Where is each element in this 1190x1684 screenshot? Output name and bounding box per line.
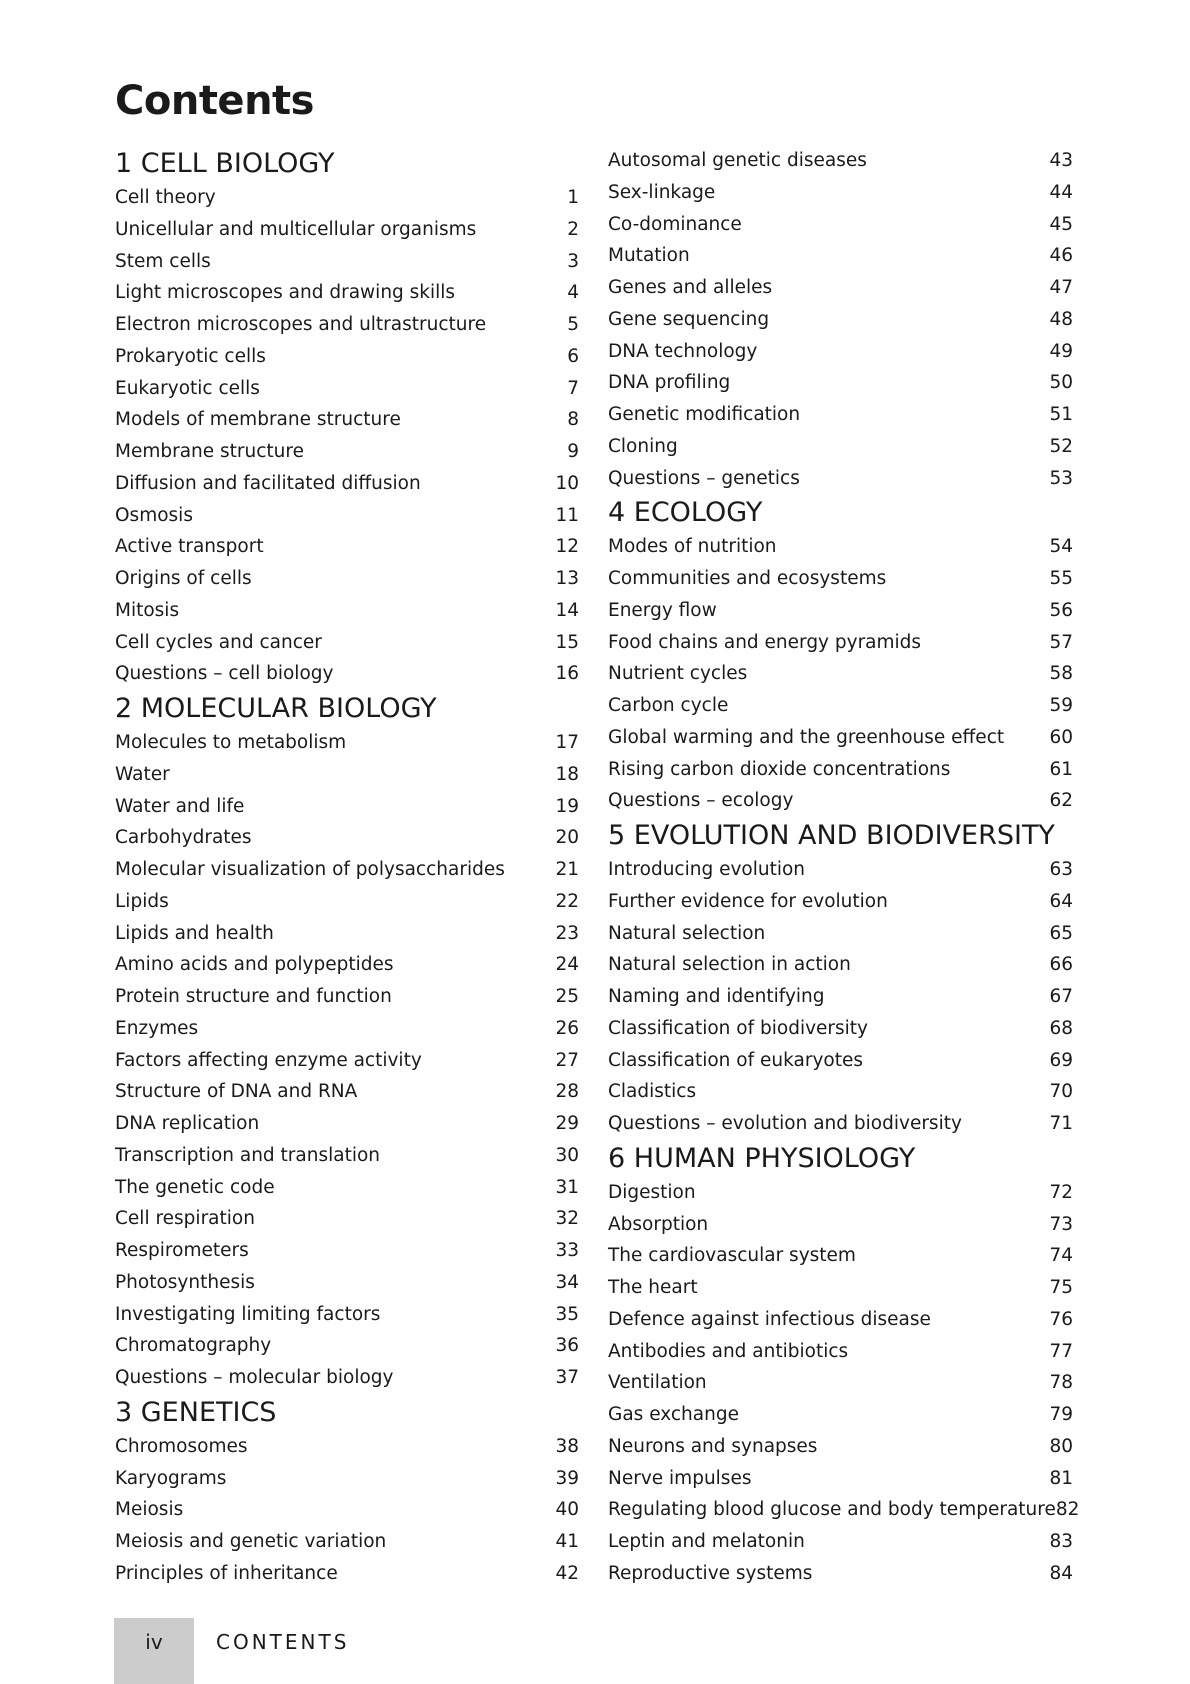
toc-entry-page: 83: [1049, 1531, 1073, 1552]
toc-entry[interactable]: [608, 399, 1073, 431]
toc-entry[interactable]: [608, 785, 1073, 817]
toc-entry-label: Chromosomes: [115, 1435, 248, 1457]
toc-entry[interactable]: [115, 791, 579, 823]
toc-entry-page: 3: [567, 250, 579, 272]
toc-entry-label: Classification of eukaryotes: [608, 1049, 863, 1071]
toc-entry-page: 66: [1049, 954, 1073, 976]
toc-entry-page: 84: [1049, 1562, 1073, 1584]
toc-entry-label: Stem cells: [115, 250, 211, 272]
toc-entry-label: Regulating blood glucose and body temperature: [608, 1499, 1056, 1521]
toc-entry[interactable]: [115, 1362, 579, 1394]
toc-entry-page: 7: [567, 377, 579, 399]
toc-entry[interactable]: [608, 722, 1073, 754]
toc-entry[interactable]: [608, 627, 1073, 659]
toc-entry-page: 1: [567, 187, 579, 208]
toc-entry[interactable]: [608, 336, 1073, 368]
toc-entry-page: 11: [555, 504, 579, 526]
toc-entry[interactable]: [608, 1304, 1073, 1336]
toc-entry-page: 32: [555, 1208, 579, 1230]
toc-entry[interactable]: [115, 1494, 579, 1526]
toc-entry[interactable]: [608, 240, 1073, 272]
toc-entry[interactable]: [608, 209, 1073, 241]
toc-entry-label: Mitosis: [115, 599, 180, 621]
toc-entry[interactable]: [115, 1108, 579, 1140]
toc-entry-label: Diffusion and facilitated diffusion: [115, 472, 421, 494]
toc-entry-label: Cloning: [608, 435, 678, 457]
toc-entry-label: Carbohydrates: [115, 827, 252, 849]
toc-entry[interactable]: [608, 1463, 1073, 1495]
toc-entry[interactable]: [115, 1431, 579, 1463]
toc-entry-page: 26: [555, 1017, 579, 1039]
toc-entry-page: 33: [555, 1240, 579, 1261]
toc-entry-page: 4: [567, 282, 579, 304]
toc-entry[interactable]: [608, 1494, 1080, 1526]
toc-entry-page: 82: [1055, 1499, 1080, 1521]
toc-entry[interactable]: [608, 1367, 1073, 1399]
toc-entry[interactable]: [608, 595, 1073, 627]
toc-entry[interactable]: [115, 436, 579, 468]
toc-entry-label: Molecules to metabolism: [115, 732, 347, 753]
toc-entry-label: DNA replication: [115, 1113, 260, 1134]
section-heading: 1 CELL BIOLOGY: [115, 148, 335, 179]
toc-entry[interactable]: [608, 1336, 1073, 1368]
toc-entry-page: 79: [1049, 1404, 1073, 1425]
toc-entry[interactable]: [608, 1272, 1073, 1304]
toc-entry-label: Further evidence for evolution: [608, 890, 888, 912]
toc-entry-page: 19: [555, 795, 579, 817]
toc-entry-label: Classification of biodiversity: [608, 1017, 869, 1039]
toc-entry[interactable]: [115, 1330, 579, 1362]
toc-entry-label: Rising carbon dioxide concentrations: [608, 758, 951, 780]
toc-entry-page: 77: [1049, 1340, 1073, 1362]
toc-entry[interactable]: [608, 1045, 1073, 1077]
toc-entry-page: 20: [555, 827, 579, 849]
toc-entry-page: 31: [555, 1176, 579, 1198]
toc-entry-label: Energy flow: [608, 599, 717, 621]
toc-entry-label: Questions – molecular biology: [115, 1367, 394, 1388]
toc-entry-label: Prokaryotic cells: [115, 345, 266, 367]
toc-entry[interactable]: [608, 658, 1073, 690]
toc-entry-page: 60: [1049, 726, 1073, 748]
toc-entry-page: 78: [1049, 1372, 1073, 1394]
toc-entry-label: Natural selection: [608, 922, 766, 944]
toc-entry-page: 81: [1049, 1467, 1073, 1489]
toc-entry[interactable]: [608, 177, 1073, 209]
toc-entry-label: Meiosis and genetic variation: [115, 1531, 387, 1552]
toc-entry-label: Sex-linkage: [608, 181, 716, 203]
toc-entry-page: 57: [1049, 631, 1073, 653]
toc-entry-label: Models of membrane structure: [115, 409, 401, 431]
toc-entry[interactable]: [115, 1172, 579, 1204]
toc-entry[interactable]: [115, 214, 579, 246]
toc-entry-label: Mutation: [608, 245, 690, 267]
toc-entry-page: 21: [555, 859, 579, 880]
page-title: Contents: [115, 78, 314, 124]
toc-entry-label: Water: [115, 763, 170, 785]
toc-entry-label: DNA technology: [608, 340, 758, 362]
toc-entry[interactable]: [608, 145, 1073, 177]
toc-column-right: [608, 145, 1080, 1590]
toc-entry-label: Nerve impulses: [608, 1467, 752, 1489]
toc-entry-label: Cell cycles and cancer: [115, 631, 322, 653]
footer-running-title: CONTENTS: [216, 1630, 350, 1654]
toc-entry[interactable]: [115, 1267, 579, 1299]
toc-entry-label: Karyograms: [115, 1467, 227, 1489]
toc-entry-label: Cladistics: [608, 1081, 697, 1103]
toc-entry-label: Defence against infectious disease: [608, 1308, 931, 1330]
toc-entry[interactable]: [115, 1140, 579, 1172]
toc-entry-page: 55: [1049, 568, 1073, 589]
toc-entry[interactable]: [115, 1013, 579, 1045]
toc-entry-page: 27: [555, 1049, 579, 1071]
toc-entry-label: Questions – genetics: [608, 467, 800, 489]
toc-entry[interactable]: [115, 468, 579, 500]
toc-entry-label: Questions – evolution and biodiversity: [608, 1113, 962, 1134]
toc-entry-page: 67: [1049, 986, 1073, 1007]
toc-entry-page: 37: [555, 1367, 579, 1388]
toc-entry[interactable]: [608, 1177, 1073, 1209]
section-heading: 3 GENETICS: [115, 1396, 277, 1428]
toc-entry-label: Origins of cells: [115, 568, 252, 589]
toc-entry-page: 2: [567, 218, 579, 240]
toc-entry-page: 44: [1049, 181, 1073, 203]
toc-entry-page: 34: [555, 1271, 579, 1293]
toc-entry[interactable]: [608, 981, 1073, 1013]
toc-entry-label: Lipids and health: [115, 922, 274, 944]
toc-entry-label: Enzymes: [115, 1017, 199, 1039]
toc-entry-label: Respirometers: [115, 1240, 249, 1261]
toc-entry[interactable]: [115, 531, 579, 563]
toc-entry-label: Electron microscopes and ultrastructure: [115, 314, 487, 335]
toc-entry-page: 49: [1049, 340, 1073, 362]
toc-entry[interactable]: [608, 1013, 1073, 1045]
toc-entry[interactable]: [115, 1045, 579, 1077]
toc-entry-label: Membrane structure: [115, 441, 304, 462]
toc-entry-page: 9: [567, 441, 579, 462]
toc-entry-label: Photosynthesis: [115, 1271, 255, 1293]
toc-entry-page: 12: [555, 536, 579, 558]
toc-entry-page: 51: [1049, 404, 1073, 425]
toc-entry[interactable]: [115, 500, 579, 532]
toc-entry-page: 56: [1049, 599, 1073, 621]
toc-entry-label: Investigating limiting factors: [115, 1303, 381, 1325]
toc-entry-label: Unicellular and multicellular organisms: [115, 218, 477, 240]
toc-entry[interactable]: [608, 1076, 1073, 1108]
toc-entry-page: 68: [1049, 1017, 1073, 1039]
footer-page-number: iv: [145, 1630, 163, 1654]
toc-entry-page: 53: [1049, 467, 1073, 489]
toc-entry-page: 50: [1049, 372, 1073, 394]
toc-entry-label: Light microscopes and drawing skills: [115, 282, 456, 304]
toc-column-left: [115, 145, 579, 1590]
toc-entry[interactable]: [608, 304, 1073, 336]
toc-entry[interactable]: [608, 754, 1073, 786]
toc-entry-page: 47: [1049, 277, 1073, 298]
toc-entry[interactable]: [608, 272, 1073, 304]
toc-entry-label: Genes and alleles: [608, 277, 773, 298]
toc-entry[interactable]: [115, 658, 579, 690]
toc-entry[interactable]: [115, 727, 579, 759]
toc-entry-label: Modes of nutrition: [608, 536, 777, 558]
toc-entry-page: 15: [555, 631, 579, 653]
toc-entry-label: Cell theory: [115, 187, 216, 208]
toc-entry-label: Naming and identifying: [608, 986, 825, 1007]
toc-entry-label: Carbon cycle: [608, 695, 729, 716]
toc-entry-page: 22: [555, 890, 579, 912]
toc-entry-label: Global warming and the greenhouse effect: [608, 726, 1005, 748]
toc-entry[interactable]: [608, 431, 1073, 463]
toc-entry-page: 29: [555, 1113, 579, 1134]
section-heading: 4 ECOLOGY: [608, 497, 763, 529]
toc-entry-page: 28: [555, 1081, 579, 1103]
toc-entry[interactable]: [608, 1558, 1073, 1590]
toc-entry-label: Reproductive systems: [608, 1562, 813, 1584]
toc-entry-page: 41: [555, 1531, 579, 1552]
toc-entry-label: Active transport: [115, 536, 264, 558]
toc-entry-page: 5: [567, 314, 579, 335]
toc-entry[interactable]: [115, 759, 579, 791]
toc-entry-page: 65: [1049, 922, 1073, 944]
toc-entry-page: 62: [1049, 790, 1073, 812]
toc-entry-label: Autosomal genetic diseases: [608, 150, 867, 171]
toc-entry-label: Nutrient cycles: [608, 663, 748, 685]
toc-entry-label: Ventilation: [608, 1372, 707, 1394]
toc-entry-label: Introducing evolution: [608, 859, 806, 880]
toc-entry-page: 43: [1049, 150, 1073, 171]
toc-entry[interactable]: [608, 886, 1073, 918]
toc-entry-page: 17: [555, 732, 579, 753]
toc-entry[interactable]: [115, 373, 579, 405]
toc-entry-page: 35: [555, 1303, 579, 1325]
toc-entry-page: 40: [555, 1499, 579, 1521]
toc-entry-page: 10: [555, 472, 579, 494]
toc-entry-label: Absorption: [608, 1213, 709, 1235]
toc-entry-page: 39: [555, 1467, 579, 1489]
toc-entry-page: 48: [1049, 308, 1073, 330]
toc-entry-label: DNA profiling: [608, 372, 731, 394]
toc-entry[interactable]: [608, 367, 1073, 399]
toc-entry-label: Gas exchange: [608, 1404, 739, 1425]
toc-entry-page: 63: [1049, 859, 1073, 880]
toc-entry[interactable]: [115, 246, 579, 278]
toc-entry[interactable]: [115, 182, 579, 214]
toc-entry[interactable]: [608, 1108, 1073, 1140]
toc-entry[interactable]: [115, 886, 579, 918]
toc-entry-page: 14: [555, 599, 579, 621]
toc-entry[interactable]: [115, 949, 579, 981]
toc-entry[interactable]: [115, 1558, 579, 1590]
toc-entry[interactable]: [608, 854, 1073, 886]
toc-entry-page: 70: [1049, 1081, 1073, 1103]
toc-entry-page: 45: [1049, 213, 1073, 235]
toc-entry[interactable]: [115, 822, 579, 854]
toc-entry-page: 74: [1049, 1245, 1073, 1267]
toc-entry-page: 24: [555, 954, 579, 976]
toc-entry-page: 72: [1049, 1181, 1073, 1203]
toc-entry[interactable]: [115, 1076, 579, 1108]
toc-entry-label: Protein structure and function: [115, 986, 392, 1007]
toc-entry-label: Structure of DNA and RNA: [115, 1081, 358, 1103]
toc-entry[interactable]: [115, 981, 579, 1013]
toc-entry[interactable]: [115, 918, 579, 950]
toc-entry-label: Osmosis: [115, 504, 193, 526]
toc-entry-page: 64: [1049, 890, 1073, 912]
toc-entry-label: Eukaryotic cells: [115, 377, 260, 399]
toc-entry-page: 6: [567, 345, 579, 367]
toc-entry[interactable]: [115, 309, 579, 341]
section-heading: 5 EVOLUTION AND BIODIVERSITY: [608, 820, 1055, 851]
toc-entry-label: Gene sequencing: [608, 308, 770, 330]
toc-entry[interactable]: [608, 1209, 1073, 1241]
toc-entry[interactable]: [115, 1299, 579, 1331]
toc-entry[interactable]: [115, 1235, 579, 1267]
toc-entry-label: Meiosis: [115, 1499, 184, 1521]
toc-entry-page: 38: [555, 1435, 579, 1457]
toc-entry-label: Factors affecting enzyme activity: [115, 1049, 422, 1071]
toc-entry[interactable]: [608, 463, 1073, 495]
toc-entry-page: 42: [555, 1562, 579, 1584]
toc-entry-label: Antibodies and antibiotics: [608, 1340, 849, 1362]
toc-entry[interactable]: [115, 1463, 579, 1495]
toc-entry[interactable]: [608, 918, 1073, 950]
toc-entry[interactable]: [608, 690, 1073, 722]
toc-entry-label: The genetic code: [115, 1176, 275, 1198]
toc-entry[interactable]: [115, 563, 579, 595]
toc-entry-page: 54: [1049, 536, 1073, 558]
toc-entry-page: 30: [555, 1144, 579, 1166]
toc-entry-label: Water and life: [115, 795, 245, 817]
toc-entry-label: Amino acids and polypeptides: [115, 954, 394, 976]
toc-entry[interactable]: [608, 1431, 1073, 1463]
toc-entry[interactable]: [115, 627, 579, 659]
toc-entry-label: Cell respiration: [115, 1208, 255, 1230]
toc-entry[interactable]: [115, 595, 579, 627]
toc-entry-page: 13: [555, 568, 579, 589]
toc-entry-page: 36: [555, 1335, 579, 1357]
toc-entry-page: 73: [1049, 1213, 1073, 1235]
toc-entry[interactable]: [608, 1240, 1073, 1272]
toc-entry-label: Food chains and energy pyramids: [608, 631, 922, 653]
toc-entry-page: 61: [1049, 758, 1073, 780]
toc-entry-label: Neurons and synapses: [608, 1435, 818, 1457]
toc-entry[interactable]: [608, 1399, 1073, 1431]
toc-entry-label: The heart: [608, 1277, 698, 1298]
toc-entry-page: 59: [1049, 695, 1073, 716]
toc-entry-label: Co-dominance: [608, 213, 742, 235]
toc-entry-label: Communities and ecosystems: [608, 568, 887, 589]
toc-entry[interactable]: [115, 1203, 579, 1235]
toc-entry[interactable]: [608, 1526, 1073, 1558]
toc-entry[interactable]: [115, 404, 579, 436]
toc-entry-page: 76: [1049, 1308, 1073, 1330]
toc-entry-page: 58: [1049, 663, 1073, 685]
toc-entry-label: Digestion: [608, 1181, 696, 1203]
toc-entry-page: 18: [555, 763, 579, 785]
toc-entry[interactable]: [115, 854, 579, 886]
toc-entry-label: Questions – ecology: [608, 790, 794, 812]
toc-entry-label: Questions – cell biology: [115, 663, 334, 685]
toc-entry-label: Genetic modification: [608, 404, 801, 425]
section-heading: 2 MOLECULAR BIOLOGY: [115, 693, 437, 724]
toc-entry-page: 69: [1049, 1049, 1073, 1071]
toc-entry[interactable]: [115, 277, 579, 309]
toc-entry[interactable]: [608, 563, 1073, 595]
toc-entry-page: 16: [555, 663, 579, 685]
toc-entry-page: 46: [1049, 245, 1073, 267]
toc-entry-label: Leptin and melatonin: [608, 1531, 805, 1552]
toc-entry[interactable]: [608, 531, 1073, 563]
toc-entry-page: 25: [555, 986, 579, 1007]
toc-entry-label: Natural selection in action: [608, 954, 851, 976]
toc-entry-page: 8: [567, 409, 579, 431]
toc-entry-label: The cardiovascular system: [608, 1245, 856, 1267]
toc-entry-page: 80: [1049, 1435, 1073, 1457]
toc-entry-label: Principles of inheritance: [115, 1562, 338, 1584]
toc-entry-label: Transcription and translation: [115, 1144, 381, 1166]
toc-entry[interactable]: [115, 341, 579, 373]
toc-entry-label: Molecular visualization of polysaccharides: [115, 859, 505, 880]
toc-entry[interactable]: [115, 1526, 579, 1558]
section-heading: 6 HUMAN PHYSIOLOGY: [608, 1142, 916, 1174]
toc-entry-label: Lipids: [115, 890, 169, 912]
toc-entry[interactable]: [608, 949, 1073, 981]
toc-entry-page: 75: [1049, 1277, 1073, 1298]
toc-entry-page: 52: [1049, 435, 1073, 457]
toc-entry-page: 71: [1049, 1113, 1073, 1134]
toc-entry-page: 23: [555, 922, 579, 944]
toc-entry-label: Chromatography: [115, 1335, 272, 1357]
